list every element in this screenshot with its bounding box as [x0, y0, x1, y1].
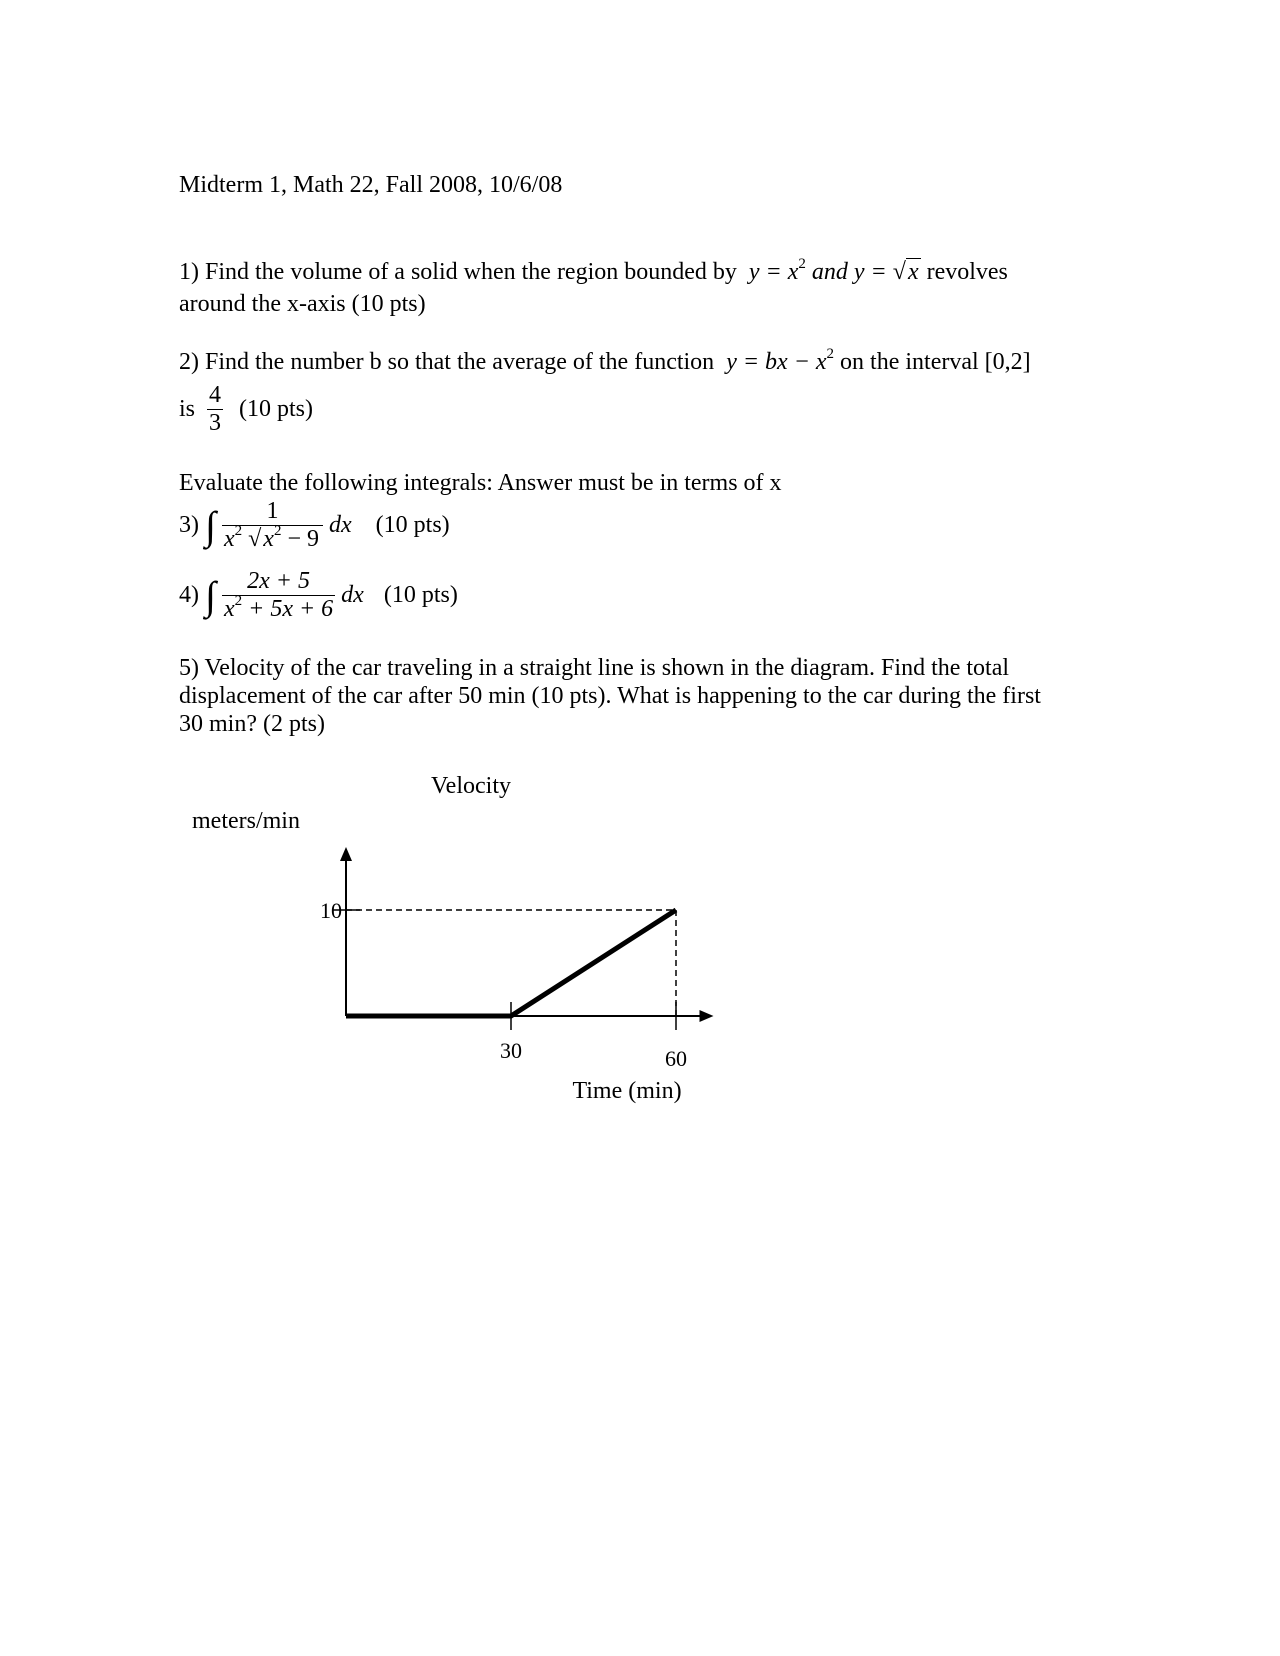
integral-sign-icon: ∫ [205, 503, 216, 548]
y-axis-label: meters/min [192, 808, 300, 834]
question-3-radicand-tail: − 9 [281, 526, 319, 552]
x-axis-arrow-icon [700, 1010, 714, 1022]
question-4-numerator: 2x + 5 [247, 568, 310, 594]
velocity-series-line [346, 910, 676, 1016]
fraction-denominator: 3 [209, 410, 222, 436]
question-1-radicand: x [907, 259, 919, 285]
x-tick-label: 30 [500, 1038, 522, 1063]
question-2-prefix: 2) Find the number b so that the average of the function [179, 349, 715, 375]
question-1-eq2: y = [853, 259, 887, 285]
question-3-numerator: 1 [266, 498, 279, 524]
question-4-dx: dx [341, 582, 364, 608]
question-4-points: (10 pts) [383, 582, 458, 608]
question-4-den-exponent: 2 [234, 593, 243, 609]
question-1-line-2: around the x-axis (10 pts) [179, 291, 426, 317]
square-root: √x [892, 259, 919, 285]
chart-title: Velocity [431, 773, 511, 799]
question-2-suffix: on the interval [0,2] [840, 349, 1031, 375]
question-3-label: 3) [179, 512, 199, 538]
question-4-label: 4) [179, 582, 199, 608]
question-5-line-1: 5) Velocity of the car traveling in a straight line is shown in the diagram. Find the total [179, 655, 1010, 681]
integral-sign-icon: ∫ [205, 573, 216, 618]
y-axis-arrow-icon [340, 847, 352, 861]
x-axis-label: Time (min) [572, 1078, 682, 1104]
question-3-radicand-x: x [263, 526, 274, 552]
question-5-line-3: 30 min? (2 pts) [179, 711, 325, 737]
question-1-suffix: revolves [926, 259, 1008, 285]
fraction-numerator: 4 [209, 382, 222, 408]
page-title: Midterm 1, Math 22, Fall 2008, 10/6/08 [179, 172, 563, 198]
question-1-eq1-exponent: 2 [798, 256, 806, 272]
square-root: $√x^2 - 9$ [248, 523, 319, 552]
question-3-radicand-exponent: 2 [273, 523, 282, 539]
question-3-den-exponent: 2 [234, 523, 243, 539]
x-tick-label: 60 [665, 1046, 687, 1071]
y-tick-label: 10 [320, 898, 342, 923]
question-5-line-2: displacement of the car after 50 min (10 pts). What is happening to the car during the first [179, 683, 1041, 709]
question-4-den-x: x [223, 596, 235, 622]
question-1-eq1: y = x [748, 259, 799, 285]
question-1-prefix: 1) Find the volume of a solid when the region bounded by [179, 259, 737, 285]
question-4-den-tail: + 5x + 6 [242, 596, 334, 622]
question-2-points: (10 pts) [239, 396, 314, 422]
question-1-connector: and [811, 259, 848, 285]
question-3-dx: dx [329, 512, 352, 538]
question-3-den-x: x [223, 526, 235, 552]
question-2-exponent: 2 [826, 346, 835, 362]
integrals-instruction: Evaluate the following integrals: Answer must be in terms of x [179, 470, 782, 496]
question-2-is-label: is [179, 396, 196, 422]
question-2-equation: y = bx − x [726, 349, 827, 375]
question-3-points: (10 pts) [375, 512, 450, 538]
